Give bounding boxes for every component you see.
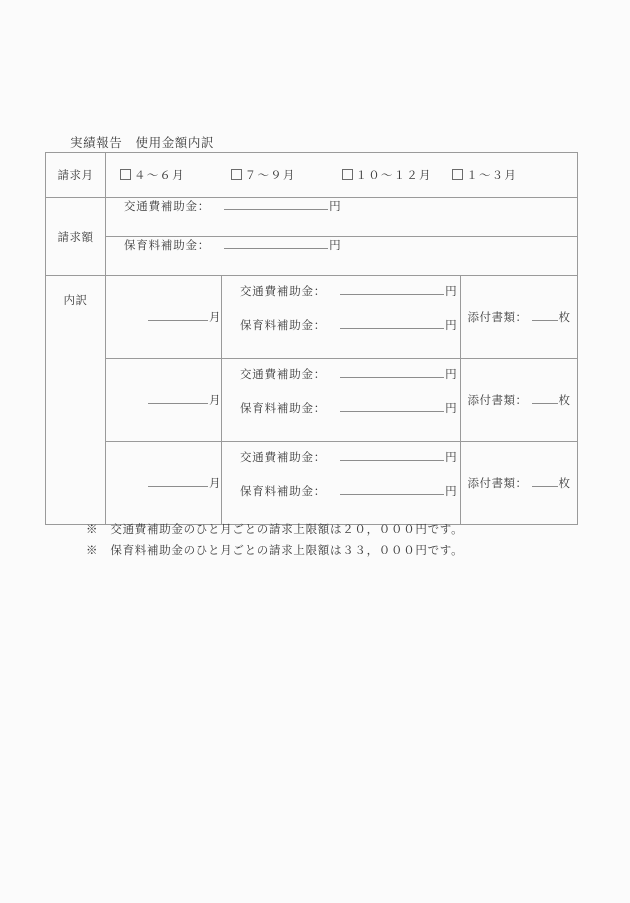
breakdown-month-input-3[interactable] (148, 475, 208, 487)
claim-amount-childcare-cell (106, 237, 578, 276)
attachment-unit-3: 枚 (558, 478, 571, 490)
childcare-subsidy-label: 保育料補助金： (124, 240, 211, 252)
breakdown-amounts-cell-3 (222, 442, 461, 525)
checkbox-empty-icon[interactable] (342, 169, 353, 180)
breakdown-transport-unit-3: 円 (445, 452, 458, 464)
transport-subsidy-label: 交通費補助金： (124, 201, 211, 213)
breakdown-childcare-input-2[interactable] (340, 400, 444, 412)
breakdown-childcare-unit-1: 円 (445, 320, 458, 332)
breakdown-transport-input-2[interactable] (340, 366, 444, 378)
breakdown-childcare-unit-3: 円 (445, 486, 458, 498)
breakdown-childcare-row-3 (222, 483, 460, 517)
breakdown-month-unit-2: 月 (209, 395, 221, 407)
table-row-claim-amount-childcare (46, 237, 578, 276)
breakdown-childcare-label-2: 保育料補助金： (240, 403, 327, 415)
quarter-option-q4[interactable] (452, 167, 563, 183)
breakdown-month-cell-3 (106, 442, 222, 525)
breakdown-month-cell-1 (106, 276, 222, 359)
breakdown-transport-input-3[interactable] (340, 449, 444, 461)
attachment-label-2: 添付書類： (467, 395, 528, 407)
row-label-breakdown: 内訳 (46, 276, 106, 525)
attachment-input-1[interactable] (532, 309, 558, 321)
quarter-option-q1[interactable] (120, 167, 231, 183)
quarter-checkbox-group (106, 153, 577, 197)
attachment-input-2[interactable] (532, 392, 558, 404)
checkbox-empty-icon[interactable] (231, 169, 242, 180)
breakdown-amounts-cell-2 (222, 359, 461, 442)
row-label-claim-month: 請求月 (46, 153, 106, 198)
quarter-label-q4: １〜３月 (466, 170, 518, 182)
row-label-claim-amount: 請求額 (46, 198, 106, 276)
footnote-childcare-limit: ※ 保育料補助金のひと月ごとの請求上限額は３３，０００円です。 (86, 545, 464, 557)
claim-amount-transport-cell (106, 198, 578, 237)
attachment-unit-1: 枚 (558, 312, 571, 324)
attachment-unit-2: 枚 (558, 395, 571, 407)
childcare-subsidy-field-row (106, 237, 577, 275)
breakdown-month-unit-1: 月 (209, 312, 221, 324)
breakdown-transport-label-1: 交通費補助金： (240, 286, 327, 298)
breakdown-childcare-unit-2: 円 (445, 403, 458, 415)
breakdown-attachment-cell-2 (461, 359, 578, 442)
breakdown-amounts-stack-1 (222, 276, 460, 358)
attachment-label-1: 添付書類： (467, 312, 528, 324)
transport-subsidy-unit: 円 (329, 201, 342, 213)
breakdown-transport-input-1[interactable] (340, 283, 444, 295)
breakdown-transport-row-3 (222, 449, 460, 483)
breakdown-transport-label-3: 交通費補助金： (240, 452, 327, 464)
attachment-label-3: 添付書類： (467, 478, 528, 490)
breakdown-month-input-2[interactable] (148, 392, 208, 404)
transport-subsidy-input[interactable] (224, 198, 328, 210)
breakdown-amounts-stack-3 (222, 442, 460, 524)
childcare-subsidy-input[interactable] (224, 237, 328, 249)
childcare-subsidy-unit: 円 (329, 240, 342, 252)
breakdown-childcare-input-3[interactable] (340, 483, 444, 495)
quarter-option-q2[interactable] (231, 167, 342, 183)
breakdown-transport-label-2: 交通費補助金： (240, 369, 327, 381)
claim-month-options-cell (106, 153, 578, 198)
quarter-label-q3: １０〜１２月 (355, 170, 432, 182)
breakdown-childcare-row-2 (222, 400, 460, 434)
breakdown-transport-row-1 (222, 283, 460, 317)
breakdown-transport-unit-1: 円 (445, 286, 458, 298)
breakdown-month-unit-3: 月 (209, 478, 221, 490)
table-row-claim-month (46, 153, 578, 198)
breakdown-transport-unit-2: 円 (445, 369, 458, 381)
breakdown-amounts-cell-1 (222, 276, 461, 359)
breakdown-month-input-1[interactable] (148, 309, 208, 321)
usage-breakdown-table (45, 152, 578, 525)
attachment-input-3[interactable] (532, 475, 558, 487)
table-row-breakdown-3 (46, 442, 578, 525)
table-row-claim-amount-transport (46, 198, 578, 237)
breakdown-childcare-input-1[interactable] (340, 317, 444, 329)
quarter-option-q3[interactable] (342, 167, 453, 183)
breakdown-attachment-cell-3 (461, 442, 578, 525)
table-row-breakdown-2 (46, 359, 578, 442)
quarter-label-q2: ７〜９月 (244, 170, 296, 182)
page-title: 実績報告 使用金額内訳 (70, 136, 215, 150)
footnote-transport-limit: ※ 交通費補助金のひと月ごとの請求上限額は２０，０００円です。 (86, 524, 464, 536)
breakdown-childcare-label-1: 保育料補助金： (240, 320, 327, 332)
checkbox-empty-icon[interactable] (452, 169, 463, 180)
checkbox-empty-icon[interactable] (120, 169, 131, 180)
quarter-label-q1: ４〜６月 (134, 170, 185, 182)
breakdown-childcare-row-1 (222, 317, 460, 351)
transport-subsidy-field-row (106, 198, 577, 236)
breakdown-attachment-cell-1 (461, 276, 578, 359)
breakdown-amounts-stack-2 (222, 359, 460, 441)
breakdown-childcare-label-3: 保育料補助金： (240, 486, 327, 498)
footnote-list (86, 521, 463, 563)
table-row-breakdown-1 (46, 276, 578, 359)
breakdown-transport-row-2 (222, 366, 460, 400)
breakdown-month-cell-2 (106, 359, 222, 442)
